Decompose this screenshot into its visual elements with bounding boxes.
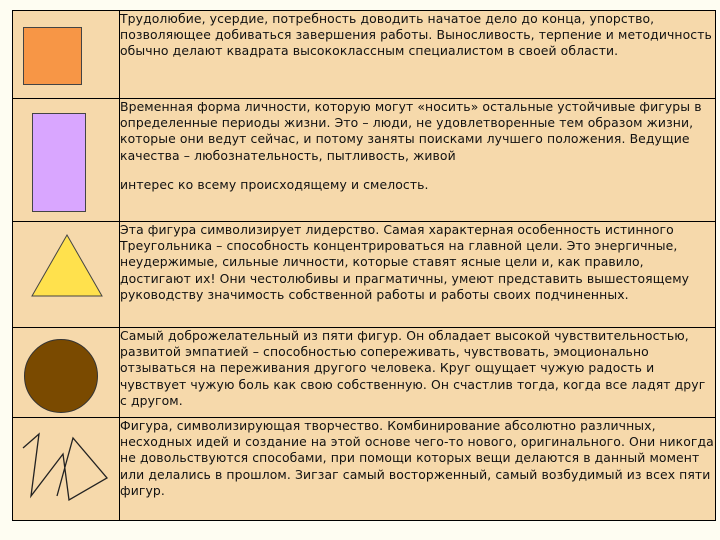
description-text: Временная форма личности, которую могут «носить» остальные устойчивые фигуры в определенные периоды жизни. Это – люди, не удовлетворенные тем образом жизни, которые они ведут сейчас, и потому заняты поисками лучшего положения. Ведущие качества – любознательность, пытливость, живой xyxy=(120,99,702,163)
table-row xyxy=(13,11,716,99)
shape-cell xyxy=(13,328,120,418)
shapes-table xyxy=(12,10,716,521)
table-row xyxy=(13,222,716,328)
description-cell: Эта фигура символизирует лидерство. Самая характерная особенность истинного Треугольника – способность концентрироваться на главной цели. Это энергичные, неудержимые, сильные личности, которые ставят ясные цели и, как правило, достигают их! Они честолюбивы и прагматичны, умеют представить вышестоящему руководству значимость собственной работы и работы своих подчиненных. xyxy=(120,222,716,328)
table-row xyxy=(13,99,716,222)
description-text-continued: интерес ко всему происходящему и смелость. xyxy=(120,176,429,192)
shape-cell xyxy=(13,99,120,222)
rectangle-shape-icon xyxy=(32,113,86,212)
description-cell: Самый доброжелательный из пяти фигур. Он обладает высокой чувствительностью, развитой эмпатией – способностью сопереживать, чувствовать, эмоционально отзываться на переживания другого человека. Круг ощущает чужую радость и чувствует чужую боль как свою собственную. Он счастлив тогда, когда все ладят друг с другом. xyxy=(120,328,716,418)
circle-shape-icon xyxy=(24,339,98,413)
square-shape-icon xyxy=(23,27,82,85)
shape-cell xyxy=(13,222,120,328)
description-cell: Фигура, символизирующая творчество. Комбинирование абсолютно различных, несходных идей и создание на этой основе чего-то нового, оригинального. Они никогда не довольствуются способами, при помощи которых вещи делаются в данный момент или делались в прошлом. Зигзаг самый восторженный, самый возбудимый из всех пяти фигур. xyxy=(120,418,716,521)
description-cell: Трудолюбие, усердие, потребность доводить начатое дело до конца, упорство, позволяющее добиваться завершения работы. Выносливость, терпение и методичность обычно делают квадрата высококлассным специалистом в своей области. xyxy=(120,11,716,99)
shape-cell xyxy=(13,418,120,521)
description-cell xyxy=(120,99,716,222)
table-row xyxy=(13,328,716,418)
triangle-shape-icon xyxy=(29,232,105,300)
table-row xyxy=(13,418,716,521)
zigzag-shape-icon xyxy=(21,426,117,516)
shape-cell xyxy=(13,11,120,99)
